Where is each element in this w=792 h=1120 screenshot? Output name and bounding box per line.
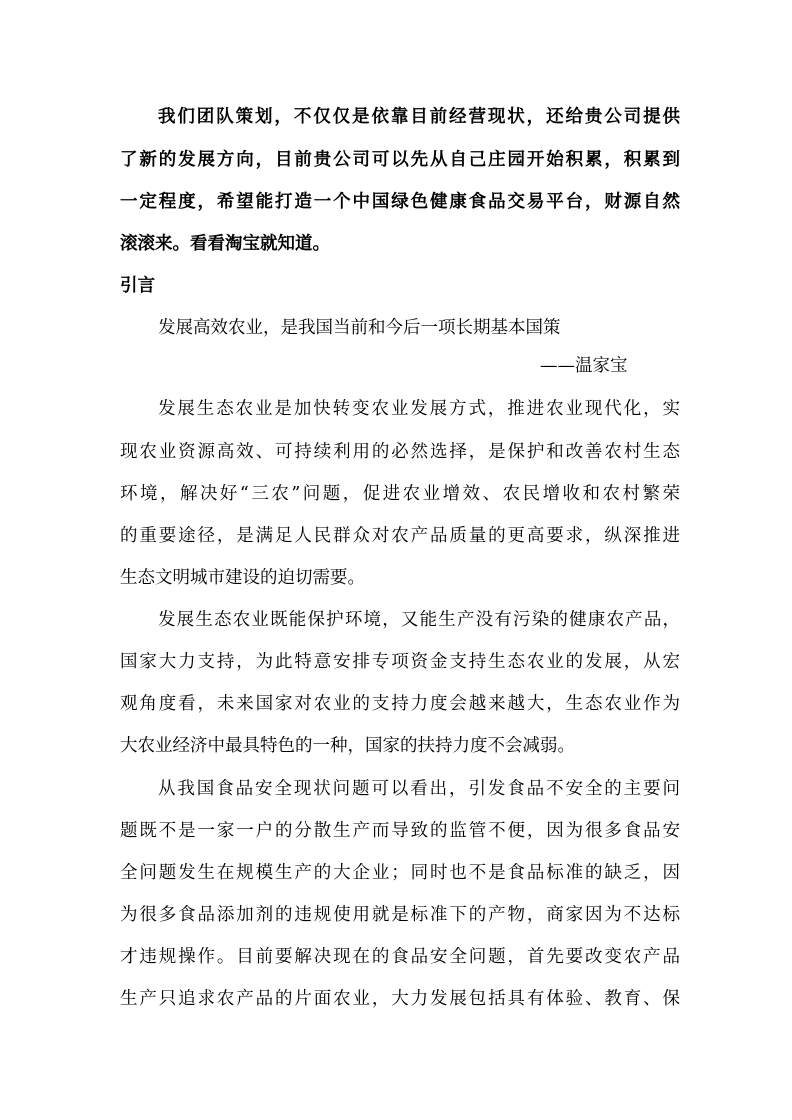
intro-line-1: 我们团队策划，不仅仅是依靠目前经营现状，还给贵公司提供: [158, 107, 680, 127]
paragraph1-line-4: 的重要途径，是满足人民群众对农产品质量的更高要求，纵深推进: [120, 526, 680, 546]
paragraph1-line-1: 发展生态农业是加快转变农业发展方式，推进农业现代化，实: [158, 399, 680, 419]
paragraph3-line-1: 从我国食品安全现状问题可以看出，引发食品不安全的主要问: [158, 779, 680, 799]
paragraph2-line-3: 观角度看，未来国家对农业的支持力度会越来越大，生态农业作为: [120, 694, 680, 714]
paragraph3-line-6: 生产只追求农产品的片面农业，大力发展包括具有体验、教育、保: [120, 989, 680, 1009]
paragraph2-line-4: 大农业经济中最具特色的一种，国家的扶持力度不会减弱。: [120, 736, 575, 756]
intro-line-3: 一定程度，希望能打造一个中国绿色健康食品交易平台，财源自然: [120, 192, 680, 212]
paragraph1-line-3: 环境，解决好“三农”问题，促进农业增效、农民增收和农村繁荣: [120, 484, 680, 504]
paragraph3-line-2: 题既不是一家一户的分散生产而导致的监管不便，因为很多食品安: [120, 821, 680, 841]
quote-text: 发展高效农业，是我国当前和今后一项长期基本国策: [158, 318, 561, 338]
intro-line-2: 了新的发展方向，目前贵公司可以先从自己庄园开始积累，积累到: [120, 150, 680, 170]
paragraph3-line-3: 全问题发生在规模生产的大企业；同时也不是食品标准的缺乏，因: [120, 863, 680, 883]
section-heading: 引言: [120, 276, 155, 296]
paragraph1-line-2: 现农业资源高效、可持续利用的必然选择，是保护和改善农村生态: [120, 442, 680, 462]
intro-line-4: 滚滚来。看看淘宝就知道。: [120, 234, 330, 254]
paragraph1-line-5: 生态文明城市建设的迫切需要。: [120, 568, 365, 588]
paragraph2-line-1: 发展生态农业既能保护环境，又能生产没有污染的健康农产品，: [158, 610, 680, 630]
paragraph3-line-5: 才违规操作。目前要解决现在的食品安全问题，首先要改变农产品: [120, 947, 680, 967]
paragraph3-line-4: 为很多食品添加剂的违规使用就是标准下的产物，商家因为不达标: [120, 905, 680, 925]
paragraph2-line-2: 国家大力支持，为此特意安排专项资金支持生态农业的发展，从宏: [120, 652, 680, 672]
quote-attribution: ——温家宝: [540, 356, 628, 376]
